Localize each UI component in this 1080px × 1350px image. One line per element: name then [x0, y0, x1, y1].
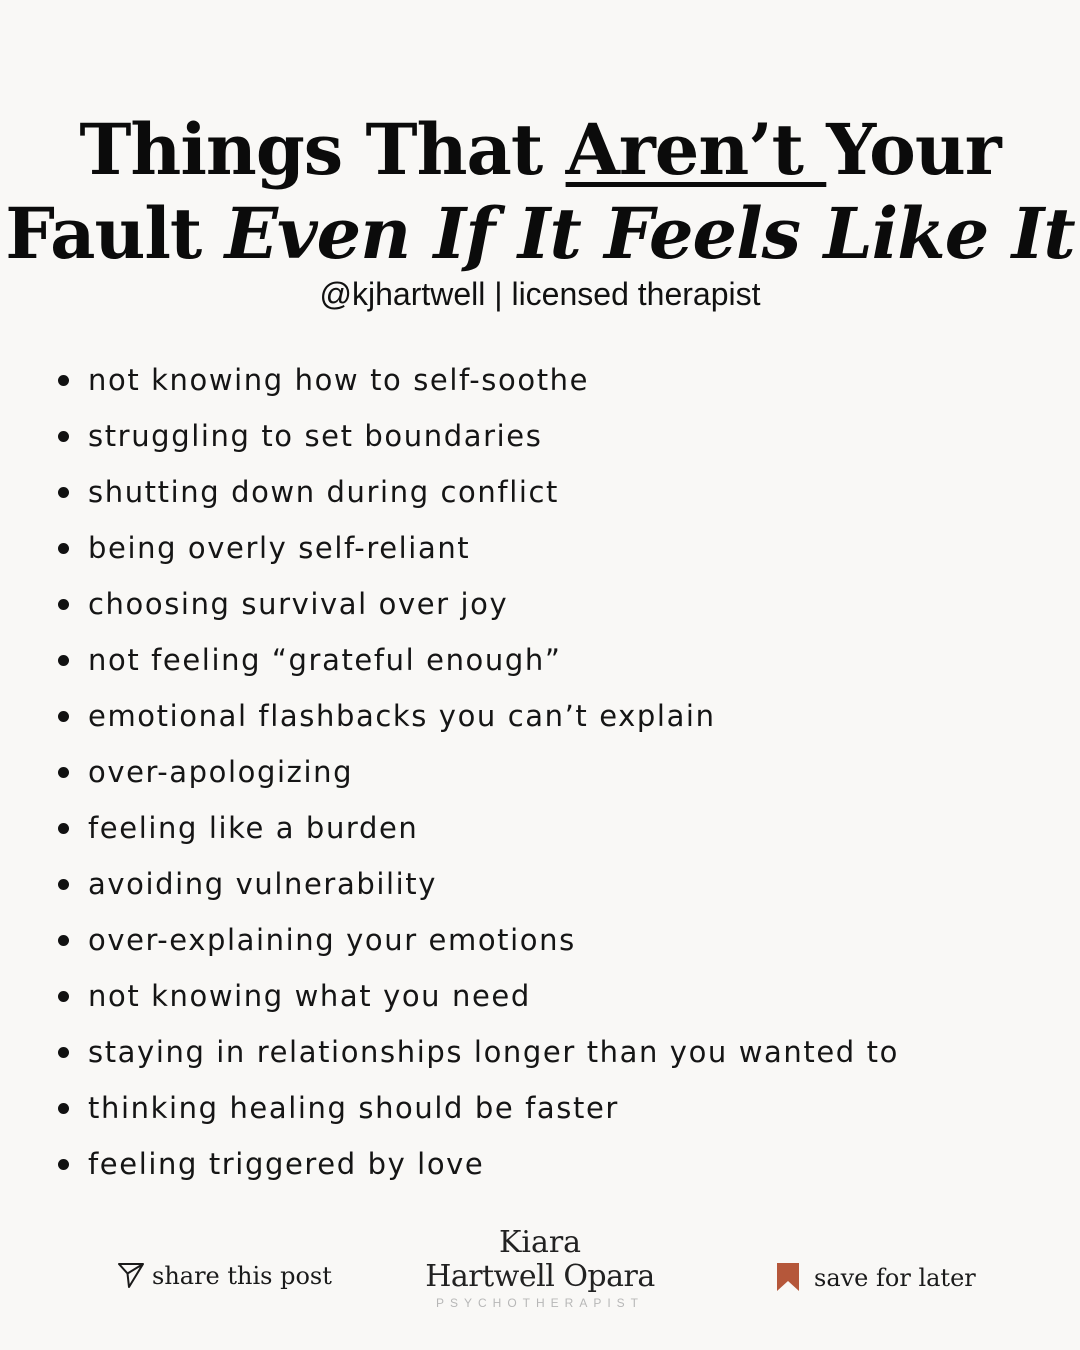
list-item [58, 744, 899, 800]
bullet-icon [58, 487, 69, 498]
bullet-icon [58, 1047, 69, 1058]
send-icon [116, 1260, 146, 1290]
list-item [58, 408, 899, 464]
bullet-icon [58, 879, 69, 890]
list-item [58, 912, 899, 968]
list-item [58, 352, 899, 408]
bullet-icon [58, 1103, 69, 1114]
list-item [58, 800, 899, 856]
list-item-text: feeling like a burden [88, 811, 419, 845]
title-line-2 [0, 192, 1080, 276]
bullet-icon [58, 711, 69, 722]
brand-role: PSYCHOTHERAPIST [435, 1296, 645, 1310]
bullet-icon [58, 543, 69, 554]
list-item [58, 968, 899, 1024]
list-item [58, 576, 899, 632]
bullet-icon [58, 823, 69, 834]
author-handle: @kjhartwell | licensed therapist [319, 276, 761, 312]
bullet-icon [58, 599, 69, 610]
bullet-icon [58, 375, 69, 386]
title-underlined-word: Aren’t [565, 108, 827, 191]
list-item-text: being overly self-reliant [88, 531, 471, 565]
list-item [58, 1080, 899, 1136]
list-item-text: over-apologizing [88, 755, 354, 789]
save-for-later-button[interactable] [776, 1264, 976, 1295]
list-item [58, 1024, 899, 1080]
list-item [58, 632, 899, 688]
list-item-text: struggling to set boundaries [88, 419, 543, 453]
list-item-text: avoiding vulnerability [88, 867, 438, 901]
post-title [0, 108, 1080, 276]
bullet-icon [58, 767, 69, 778]
list-item-text: over-explaining your emotions [88, 923, 576, 957]
list-item-text: not knowing how to self-soothe [88, 363, 590, 397]
save-label: save for later [814, 1264, 976, 1292]
list-item [58, 1136, 899, 1192]
brand-last-name: Hartwell Opara [425, 1259, 655, 1294]
bullet-icon [58, 935, 69, 946]
list-item-text: emotional flashbacks you can’t explain [88, 699, 716, 733]
title-text-end: Your [826, 108, 1001, 191]
title-text-start: Things That [79, 108, 566, 191]
list-item-text: not knowing what you need [88, 979, 531, 1013]
list-item-text: shutting down during conflict [88, 475, 560, 509]
bullet-icon [58, 1159, 69, 1170]
list-item-text: feeling triggered by love [88, 1147, 485, 1181]
list-item [58, 688, 899, 744]
title-line-1 [0, 108, 1080, 192]
title-line2-plain: Fault [5, 192, 225, 275]
title-line2-italic: Even If It Feels Like It [224, 192, 1075, 275]
list-item-text: thinking healing should be faster [88, 1091, 619, 1125]
list-item-text: staying in relationships longer than you wanted to [88, 1035, 899, 1069]
bullet-list [58, 352, 899, 1192]
bookmark-icon [776, 1262, 800, 1292]
share-label: share this post [152, 1262, 332, 1290]
list-item [58, 520, 899, 576]
bullet-icon [58, 431, 69, 442]
list-item [58, 856, 899, 912]
list-item-text: choosing survival over joy [88, 587, 509, 621]
list-item-text: not feeling “grateful enough” [88, 643, 562, 677]
share-post-button[interactable] [116, 1262, 332, 1293]
bullet-icon [58, 655, 69, 666]
bullet-icon [58, 991, 69, 1002]
brand-logo [390, 1226, 690, 1310]
brand-first-name: Kiara [498, 1225, 582, 1260]
list-item [58, 464, 899, 520]
